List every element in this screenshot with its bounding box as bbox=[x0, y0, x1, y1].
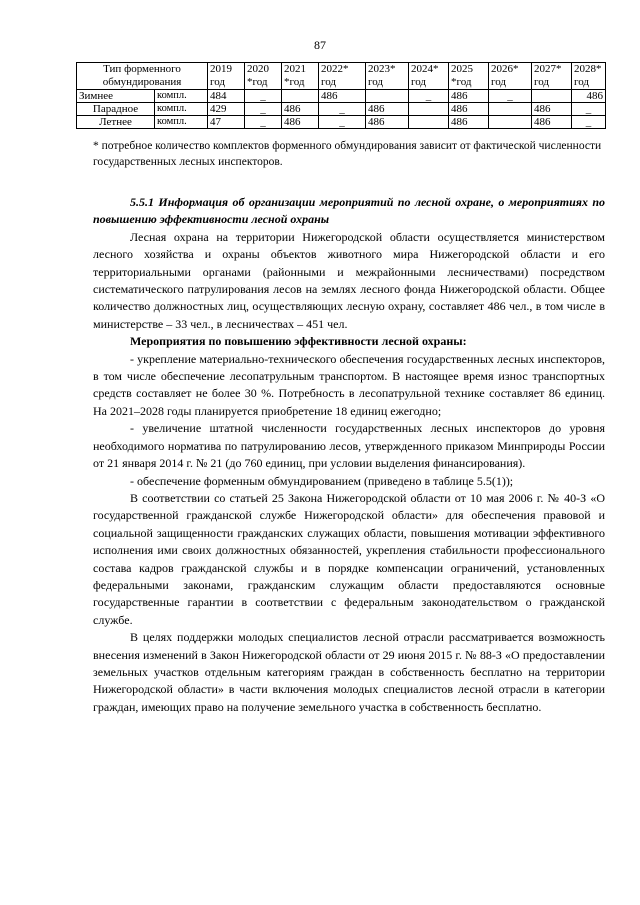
value-cell: 486 bbox=[532, 103, 572, 116]
value-cell: 486 bbox=[449, 103, 489, 116]
header-year-cell bbox=[245, 63, 282, 90]
table-row bbox=[77, 116, 606, 129]
value-cell: 486 bbox=[366, 103, 409, 116]
value-cell: _ bbox=[572, 116, 606, 129]
header-year-cell bbox=[282, 63, 319, 90]
value-cell bbox=[366, 90, 409, 103]
header-type-cell bbox=[77, 63, 208, 90]
header-year-cell bbox=[366, 63, 409, 90]
value-cell: 486 bbox=[532, 116, 572, 129]
header-year-label: 2028* год bbox=[574, 63, 602, 88]
value-cell: 486 bbox=[449, 116, 489, 129]
table-row bbox=[77, 90, 606, 103]
value-cell bbox=[282, 90, 319, 103]
paragraph: В соответствии со статьей 25 Закона Нижегородской области от 10 мая 2006 г. № 40-З «О государственной гражданской службе Нижегородской области» для обеспечения правовой и социальной защищенности гражданских служащих области, повышения мотивации эффективного исполнения ими своих должностных обязанностей, укрепления стабильности профессионального состава кадров гражданской службы и в порядке компенсации ограничений, установленных федеральными законами, гражданским служащим области предоставляются основные государственные гарантии в соответствии с федеральным законодательством о гражданской службе. bbox=[93, 490, 605, 627]
header-year-cell bbox=[489, 63, 532, 90]
header-year-label: 2026* год bbox=[491, 63, 519, 88]
value-cell: _ bbox=[319, 103, 366, 116]
row-name-cell: Летнее bbox=[77, 116, 155, 129]
list-item: - укрепление материально-технического обеспечения государственных лесных инспекторов, в том числе обеспечение лесопатрульным транспортом. В настоящее время износ транспортных средств составляет не более 30 %. Потребность в лесопатрульной технике составляет 86 единиц. На 2021–2028 годы планируется приобретение 18 единиц ежегодно; bbox=[93, 351, 605, 418]
value-cell: _ bbox=[572, 103, 606, 116]
value-cell bbox=[409, 103, 449, 116]
paragraph: Лесная охрана на территории Нижегородской области осуществляется министерством лесного хозяйства и охраны объектов животного мира Нижегородской области и его территориальными органами (районными и межрайонными лесничествами) посредством систематического патрулирования лесов на землях лесного фонда Нижегородской области. Общее количество должностных лиц, осуществляющих лесную охрану, составляет 486 чел., в том числе в министерстве – 33 чел., в лесничествах – 451 чел. bbox=[93, 229, 605, 331]
header-year-label: 2019 год bbox=[210, 63, 232, 88]
value-cell: _ bbox=[409, 90, 449, 103]
value-cell: 486 bbox=[282, 116, 319, 129]
value-cell: 486 bbox=[282, 103, 319, 116]
header-year-cell bbox=[409, 63, 449, 90]
value-cell: _ bbox=[319, 116, 366, 129]
value-cell: 47 bbox=[208, 116, 245, 129]
paragraph: В целях поддержки молодых специалистов лесной отрасли рассматривается возможность внесения изменений в Закон Нижегородской области от 29 июня 2015 г. № 88-З «О предоставлении земельных участков отдельным категориям граждан в собственность бесплатно на территории Нижегородской области» в части включения молодых специалистов лесной отрасли в категории граждан, имеющих право на получение земельного участка в собственность бесплатно. bbox=[93, 630, 605, 714]
list-item: - увеличение штатной численности государственных лесных инспекторов до уровня необходимого норматива по патрулированию лесов, утвержденного приказом Минприроды России от 21 января 2014 г. № 21 (до 760 единиц, при условии выделения финансирования). bbox=[93, 421, 605, 471]
header-year-cell bbox=[208, 63, 245, 90]
value-cell: _ bbox=[245, 90, 282, 103]
row-name-cell: Зимнее bbox=[77, 90, 155, 103]
header-year-cell bbox=[319, 63, 366, 90]
value-cell: 429 bbox=[208, 103, 245, 116]
page-number: 87 bbox=[314, 38, 326, 52]
header-year-label: 2023* год bbox=[368, 63, 396, 88]
uniform-table bbox=[76, 62, 606, 129]
value-cell bbox=[489, 116, 532, 129]
header-year-cell bbox=[532, 63, 572, 90]
header-year-label: 2020 *год bbox=[247, 63, 269, 88]
header-type-label: Тип форменного обмундирования bbox=[102, 63, 182, 88]
value-cell: _ bbox=[245, 116, 282, 129]
section-heading: 5.5.1 Информация об организации мероприятий по лесной охране, о мероприятиях по повышению эффективности лесной охраны bbox=[93, 195, 605, 227]
value-cell bbox=[489, 103, 532, 116]
row-unit-cell: компл. bbox=[155, 90, 208, 103]
header-year-label: 2021 *год bbox=[284, 63, 306, 88]
value-cell: 486 bbox=[449, 90, 489, 103]
value-cell: _ bbox=[245, 103, 282, 116]
subheading: Мероприятия по повышению эффективности лесной охраны: bbox=[130, 334, 467, 349]
value-cell: _ bbox=[489, 90, 532, 103]
header-year-label: 2025 *год bbox=[451, 63, 473, 88]
list-item: - обеспечение форменным обмундированием (приведено в таблице 5.5(1)); bbox=[130, 473, 514, 488]
row-unit-cell: компл. bbox=[155, 116, 208, 129]
header-year-label: 2027* год bbox=[534, 63, 562, 88]
header-year-label: 2022* год bbox=[321, 63, 349, 88]
table-header-row bbox=[77, 63, 606, 90]
value-cell bbox=[532, 90, 572, 103]
value-cell: 486 bbox=[366, 116, 409, 129]
row-unit-cell: компл. bbox=[155, 103, 208, 116]
section-5-5-1 bbox=[93, 194, 605, 716]
value-cell: 486 bbox=[572, 90, 606, 103]
header-year-label: 2024* год bbox=[411, 63, 439, 88]
header-year-cell bbox=[572, 63, 606, 90]
table-footnote: * потребное количество комплектов форменного обмундирования зависит от фактической численности государственных лесных инспекторов. bbox=[93, 140, 602, 168]
header-year-cell bbox=[449, 63, 489, 90]
value-cell: 484 bbox=[208, 90, 245, 103]
table-row bbox=[77, 103, 606, 116]
value-cell: 486 bbox=[319, 90, 366, 103]
row-name-cell: Парадное bbox=[77, 103, 155, 116]
value-cell bbox=[409, 116, 449, 129]
